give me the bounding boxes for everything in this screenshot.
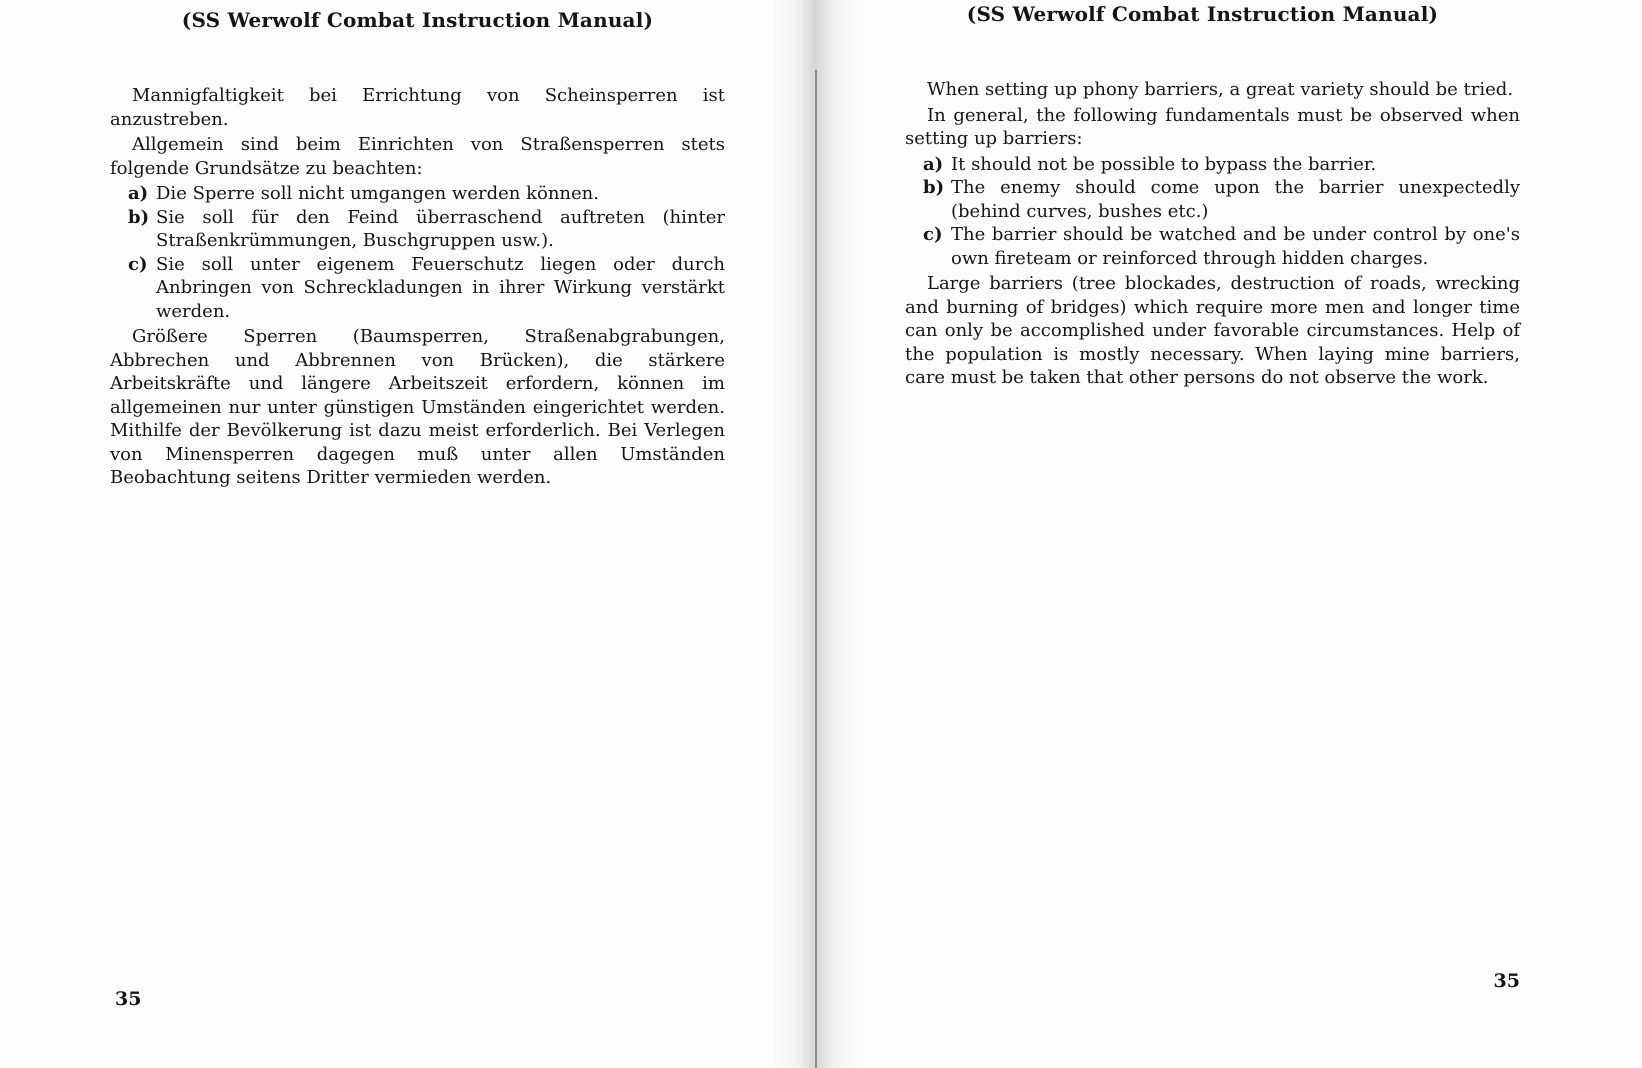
list-item — [905, 176, 1520, 223]
page-number: 35 — [1493, 970, 1520, 992]
list-marker: a) — [128, 183, 149, 204]
paragraph: Größere Sperren (Baumsperren, Straßenabgrabungen, Abbrechen und Abbrennen von Brücken), die stärkere Arbeitskräfte und längere Arbeitszeit erfordern, können im allgemeinen nur unter günstigen Umständen eingerichtet werden. Mithilfe der Bevölkerung ist dazu meist erforderlich. Bei Verlegen von Minensperren dagegen muß unter allen Umständen Beobachtung seitens Dritter vermieden werden. — [110, 326, 725, 488]
list-item-text: The enemy should come upon the barrier unexpectedly (behind curves, bushes etc.) — [951, 177, 1520, 222]
list-item-text: Die Sperre soll nicht umgangen werden können. — [156, 183, 599, 204]
list-item — [110, 182, 725, 206]
page-body — [110, 84, 725, 492]
paragraph: Large barriers (tree blockades, destruction of roads, wrecking and burning of bridges) which require more men and longer time can only be accomplished under favorable circumstances. Help of the population is mostly necessary. When laying mine barriers, care must be taken that other persons do not observe the work. — [905, 273, 1520, 388]
list-item-text: Sie soll für den Feind überraschend auftreten (hinter Straßenkrümmungen, Buschgruppen usw.). — [156, 206, 725, 251]
list-marker: a) — [923, 153, 944, 175]
list-marker: b) — [128, 206, 150, 228]
list-item — [905, 223, 1520, 270]
list-item-text: Sie soll unter eigenem Feuerschutz liegen oder durch Anbringen von Schreckladungen in ihrer Wirkung verstärkt werden. — [156, 253, 725, 322]
fold-line — [815, 70, 817, 1068]
list-item-text: The barrier should be watched and be under control by one's own fireteam or reinforced through hidden charges. — [951, 224, 1520, 269]
paragraph: Mannigfaltigkeit bei Errichtung von Scheinsperren ist anzustreben. — [110, 85, 725, 130]
list-item-text: It should not be possible to bypass the barrier. — [951, 153, 1377, 175]
page-number: 35 — [115, 988, 142, 1010]
running-head: (SS Werwolf Combat Instruction Manual) — [181, 8, 654, 32]
paragraph: Allgemein sind beim Einrichten von Straßensperren stets folgende Grundsätze zu beachten: — [110, 134, 725, 179]
left-page — [110, 0, 725, 1068]
fundamentals-list — [110, 182, 725, 323]
list-item — [110, 206, 725, 253]
list-item — [110, 253, 725, 324]
list-marker: b) — [923, 177, 945, 198]
list-item — [905, 153, 1520, 177]
paragraph: In general, the following fundamentals must be observed when setting up barriers: — [905, 104, 1520, 149]
running-head: (SS Werwolf Combat Instruction Manual) — [966, 2, 1439, 26]
list-marker: c) — [923, 224, 943, 245]
fundamentals-list — [905, 153, 1520, 271]
right-page — [905, 0, 1520, 1068]
list-marker: c) — [128, 253, 148, 275]
page-body — [905, 78, 1520, 392]
paragraph: When setting up phony barriers, a great variety should be tried. — [927, 79, 1514, 100]
